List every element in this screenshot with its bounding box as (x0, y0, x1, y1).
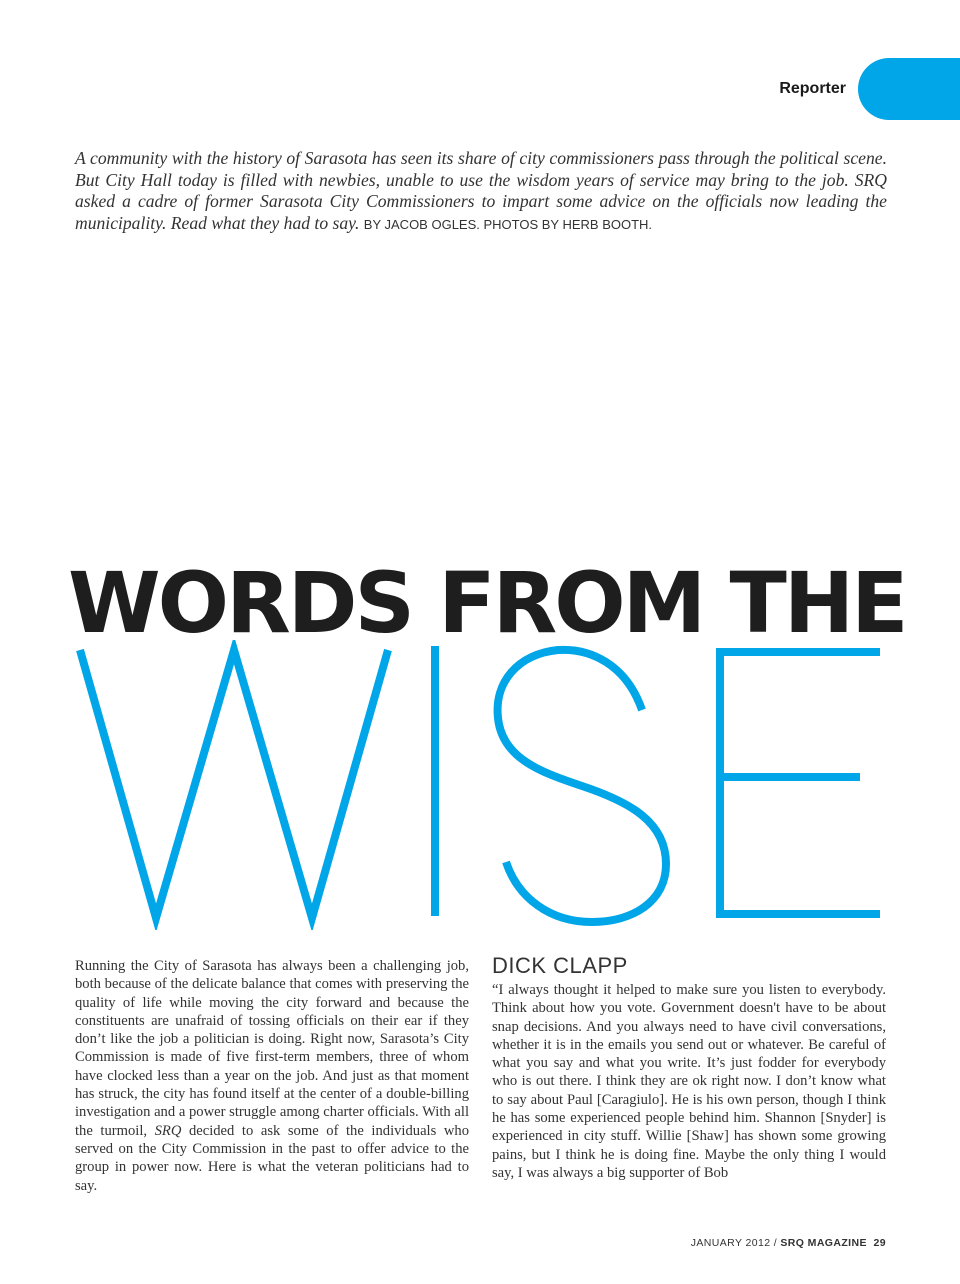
body-right-column: “I always thought it helped to make sure you listen to everybody. Think about how you vote. Government doesn't have to be about snap decisions. And you always need to have civil conversations, whether it is in the emails you send out or whatever. Be careful of what you say and what you write. It’s just fodder for everybody who is out there. I think they are ok right now. I don’t know what to say about Paul [Caragiulo]. He is his own person, though I think he has some experienced people behind him. Shannon [Snyder] is experienced in city stuff. Willie [Shaw] has shown some growing pains, but I think he is doing fine. Maybe the only thing I would say, I was always a big supporter of Bob (492, 982, 886, 1181)
footer-issue: JANUARY 2012 / (690, 1237, 781, 1249)
body-left-column (75, 957, 469, 1195)
body-left-italic: SRQ (154, 1122, 182, 1139)
intro-paragraph (75, 148, 887, 235)
intro-text: A community with the history of Sarasota has seen its share of city commissioners pass through the political scene. But City Hall today is filled with newbies, unable to use the wisdom years of service may bring to the job. SRQ asked a cadre of former Sarasota City Commissioners to impart some advice on the officials now leading the municipality. Read what they had to say. (75, 148, 887, 233)
headline-wise (70, 640, 890, 930)
byline: BY JACOB OGLES. PHOTOS BY HERB BOOTH. (363, 216, 653, 232)
letter-s (498, 650, 666, 922)
letter-e (720, 652, 880, 914)
letter-w (80, 650, 388, 918)
headline: WORDS FROM THE (68, 554, 906, 652)
section-tab (858, 58, 960, 120)
subject-name: DICK CLAPP (492, 953, 628, 978)
section-label: Reporter (779, 80, 846, 97)
body-left-text-2: decided to ask some of the individuals who served on the City Commission in the past to offer advice to the group in power now. Here is what the veteran politicians had to say. (75, 1122, 469, 1194)
page-number: 29 (873, 1237, 886, 1249)
page-footer (691, 1237, 886, 1249)
body-left-text-1: Running the City of Sarasota has always been a challenging job, both because of the delicate balance that comes with preserving the quality of life while moving the city forward and because the constituents are unafraid of tossing officials on their ear if they don’t like the job a politician is doing. Right now, Sarasota’s City Commission is made of five first-term members, three of whom have clocked less than a year on the job. And just as that moment has struck, the city has found itself at the center of a double-billing investigation and a power struggle among charter officials. With all the turmoil, (75, 958, 469, 1139)
footer-magazine: SRQ MAGAZINE (780, 1237, 867, 1249)
